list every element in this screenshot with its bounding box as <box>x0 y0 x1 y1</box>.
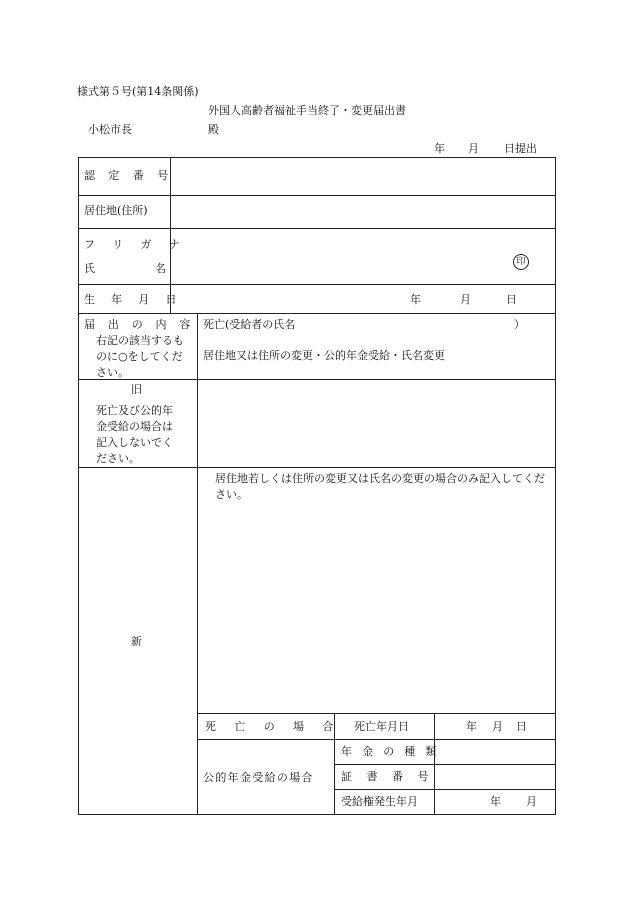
new-note: 居住地若しくは住所の変更又は氏名の変更の場合のみ記入してください。 <box>215 472 545 501</box>
pension-type-label: 年 金 の 種 類 <box>341 745 437 758</box>
new-value[interactable] <box>199 500 554 711</box>
entitlement-date-label: 受給権発生年月 <box>341 795 418 808</box>
birth-month: 月 <box>460 293 471 306</box>
row-divider <box>197 713 556 714</box>
pension-type-value[interactable] <box>436 741 554 763</box>
entitlement-year: 年 <box>490 795 501 808</box>
table-border-left <box>78 157 79 815</box>
submit-date-year: 年 <box>434 142 445 155</box>
submit-date-month: 月 <box>468 142 479 155</box>
row-divider <box>334 789 556 790</box>
row-divider <box>78 467 556 468</box>
addressee: 小松市長 <box>88 123 132 136</box>
column-divider <box>334 713 335 815</box>
death-month: 月 <box>492 720 503 733</box>
table-border-bottom <box>78 814 556 815</box>
option-death-close: ） <box>514 318 525 331</box>
name-label-second: 名 <box>155 262 166 275</box>
new-label: 新 <box>131 635 142 648</box>
birth-year: 年 <box>410 293 421 306</box>
table-border-top <box>78 157 556 158</box>
option-death[interactable]: 死亡(受給者の氏名 <box>203 318 296 331</box>
birth-day: 日 <box>506 293 517 306</box>
notification-label: 届 出 の 内 容 <box>84 318 191 331</box>
form-title: 外国人高齢者福祉手当終了・変更届出書 <box>208 104 406 117</box>
honorific: 殿 <box>208 123 219 136</box>
old-label: 旧 <box>131 383 142 396</box>
certificate-number-label: 証 書 番 号 <box>341 770 429 783</box>
death-date-label: 死亡年月日 <box>354 720 409 733</box>
furigana-label: フ リ ガ ナ <box>84 238 180 251</box>
old-value[interactable] <box>199 381 554 466</box>
entitlement-month: 月 <box>526 795 537 808</box>
seal-mark: 印 <box>513 254 529 270</box>
residence-label: 居住地(住所) <box>84 204 148 217</box>
table-border-right <box>555 157 556 815</box>
death-case-label: 死 亡 の 場 合 <box>205 720 334 733</box>
death-day: 日 <box>516 720 527 733</box>
name-label-first: 氏 <box>84 262 95 275</box>
cert-number-value[interactable] <box>172 159 554 194</box>
birth-date-label: 生 年 月 日 <box>84 293 177 306</box>
submit-date-day: 日提出 <box>504 142 537 155</box>
column-divider <box>197 313 198 815</box>
death-year: 年 <box>466 720 477 733</box>
old-note: 死亡及び公的年金受給の場合は記入しないでください。 <box>96 404 173 465</box>
row-divider <box>78 313 556 314</box>
residence-value[interactable] <box>172 197 554 227</box>
row-divider <box>334 764 556 765</box>
row-divider <box>78 195 556 196</box>
option-changes[interactable]: 居住地又は住所の変更・公的年金受給・氏名変更 <box>203 349 445 362</box>
pension-case-label: 公的年金受給の場合 <box>203 771 314 784</box>
notification-note: 右記の該当するものに○をしてください。 <box>96 334 184 379</box>
cert-number-label: 認 定 番 号 <box>84 169 169 182</box>
form-number: 様式第５号(第14条関係) <box>77 85 199 98</box>
certificate-number-value[interactable] <box>436 766 554 788</box>
column-divider <box>170 157 171 314</box>
row-divider <box>78 228 556 229</box>
column-divider <box>434 713 435 815</box>
name-value[interactable] <box>172 230 502 283</box>
row-divider <box>78 284 556 285</box>
row-divider <box>197 739 556 740</box>
